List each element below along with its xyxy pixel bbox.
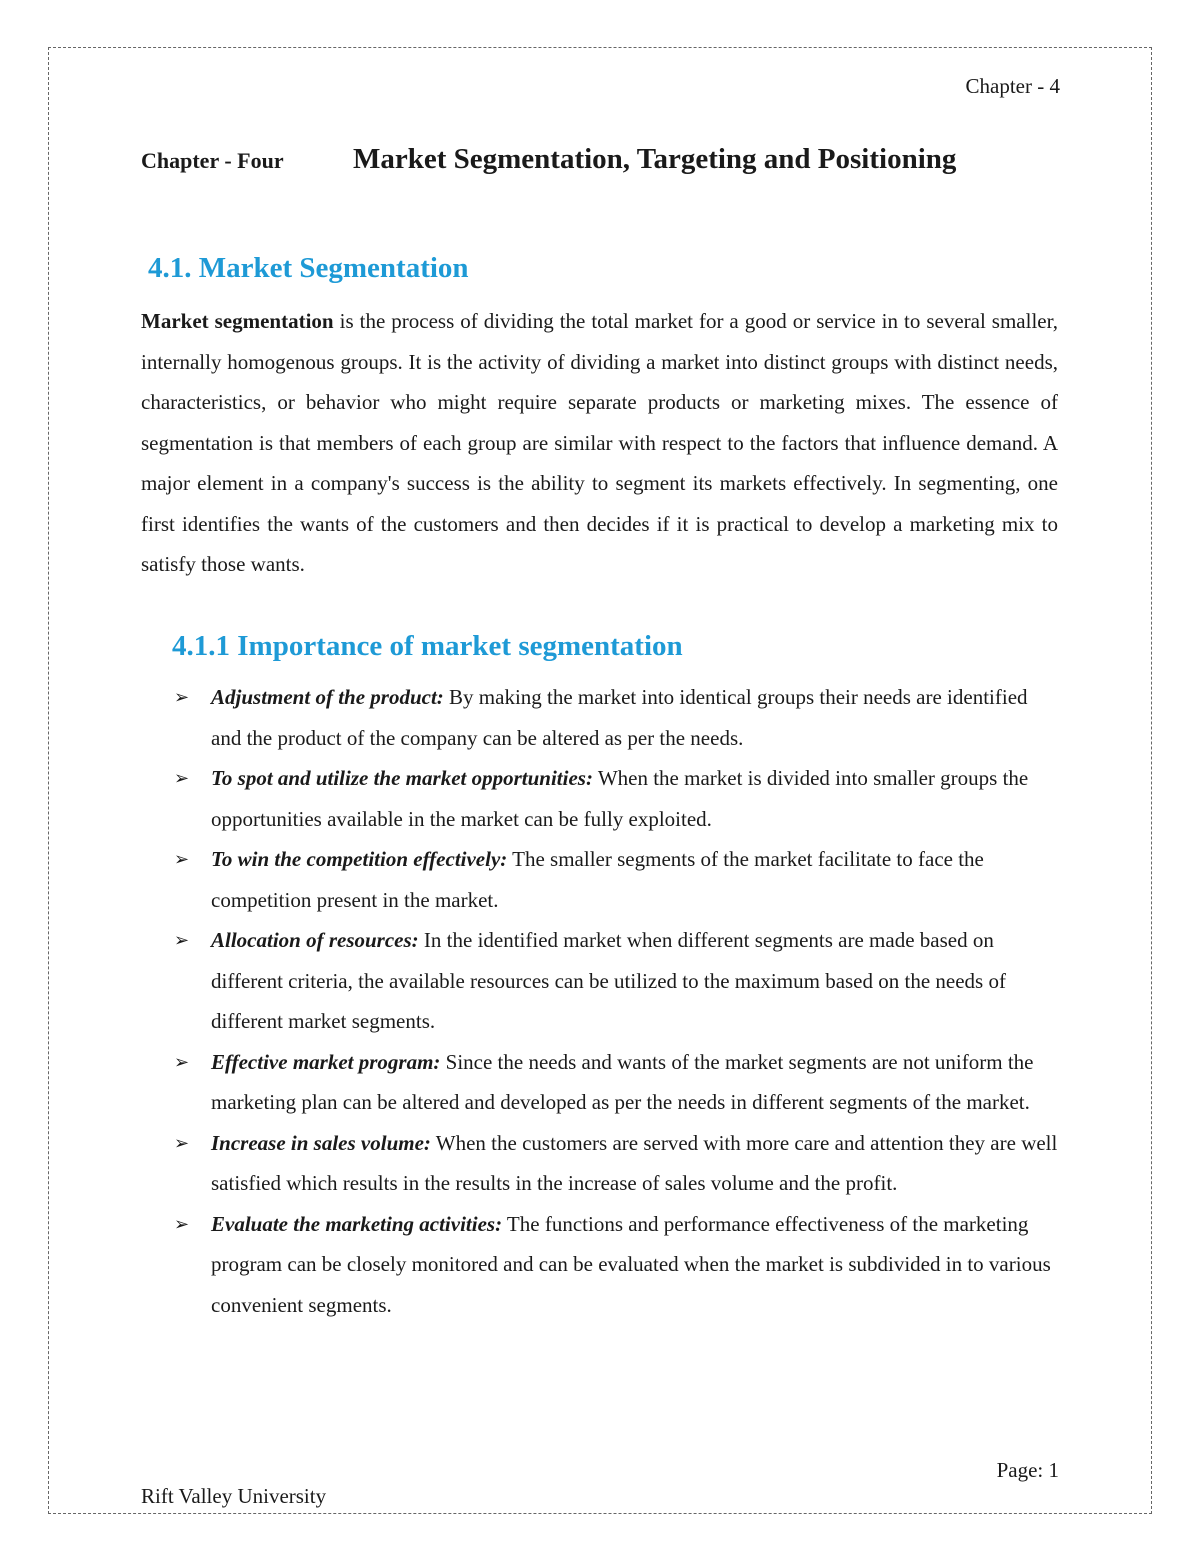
arrow-bullet-icon: ➢ — [174, 768, 190, 788]
item-text: The smaller segments of the market facilitate to face the competition present in the market. — [211, 847, 984, 912]
item-text: When the customers are served with more care and attention they are well satisfied which results in the results in the increase of sales volume and the profit. — [211, 1130, 1058, 1195]
item-text: The functions and performance effectiveness of the marketing program can be closely monitored and can be evaluated when the market is subdivided in to various convenient segments. — [211, 1211, 1051, 1317]
list-item — [174, 839, 1061, 920]
arrow-bullet-icon: ➢ — [174, 1051, 190, 1072]
footer-organization: Rift Valley University — [141, 1484, 327, 1508]
section-heading-market-segmentation: 4.1. Market Segmentation — [148, 252, 469, 284]
item-term: Adjustment of the product: — [211, 685, 444, 709]
section-heading-importance: 4.1.1 Importance of market segmentation — [172, 630, 683, 662]
item-term: Allocation of resources: — [211, 928, 419, 952]
item-term: Evaluate the marketing activities: — [211, 1211, 503, 1236]
item-text: By making the market into identical groups their needs are identified and the product of the company can be altered as per the needs. — [211, 685, 1028, 750]
definition-paragraph — [141, 301, 1058, 585]
definition-body: is the process of dividing the total market for a good or service in to several smaller, internally homogenous groups. It is the activity of dividing a market into distinct groups with distinct needs, characteristics, or behavior who might require separate products or marketing mixes. The essence of segmentation is that members of each group are similar with respect to the factors that influence demand. A major element in a company's success is the ability to segment its markets effectively. In segmenting, one first identifies the wants of the customers and then decides if it is practical to develop a marketing mix to satisfy those wants. — [141, 309, 1058, 576]
list-item — [174, 677, 1061, 758]
chapter-main-title: Market Segmentation, Targeting and Positioning — [353, 143, 957, 175]
arrow-bullet-icon: ➢ — [174, 687, 190, 707]
list-item — [174, 1042, 1061, 1123]
chapter-label: Chapter - Four — [141, 148, 284, 173]
list-item — [174, 1123, 1061, 1204]
item-term: Increase in sales volume: — [211, 1130, 431, 1155]
arrow-bullet-icon: ➢ — [174, 930, 190, 950]
item-term: Effective market program: — [211, 1049, 441, 1074]
importance-list — [174, 677, 1061, 1325]
item-term: To win the competition effectively: — [211, 847, 508, 871]
list-item — [174, 758, 1061, 839]
definition-term: Market segmentation — [141, 309, 334, 333]
chapter-title — [141, 143, 956, 176]
page-number: Page: 1 — [996, 1458, 1059, 1482]
running-header: Chapter - 4 — [965, 74, 1060, 98]
item-text: When the market is divided into smaller groups the opportunities available in the market can be fully exploited. — [211, 766, 1029, 831]
item-text: In the identified market when different segments are made based on different criteria, the available resources can be utilized to the maximum based on the needs of different market segments. — [211, 928, 1006, 1033]
item-text: Since the needs and wants of the market segments are not uniform the marketing plan can be altered and developed as per the needs in different segments of the market. — [211, 1049, 1034, 1114]
list-item — [174, 1204, 1061, 1326]
arrow-bullet-icon: ➢ — [174, 849, 190, 869]
arrow-bullet-icon: ➢ — [174, 1213, 190, 1234]
arrow-bullet-icon: ➢ — [174, 1132, 190, 1153]
list-item — [174, 920, 1061, 1042]
item-term: To spot and utilize the market opportunities: — [211, 766, 593, 790]
